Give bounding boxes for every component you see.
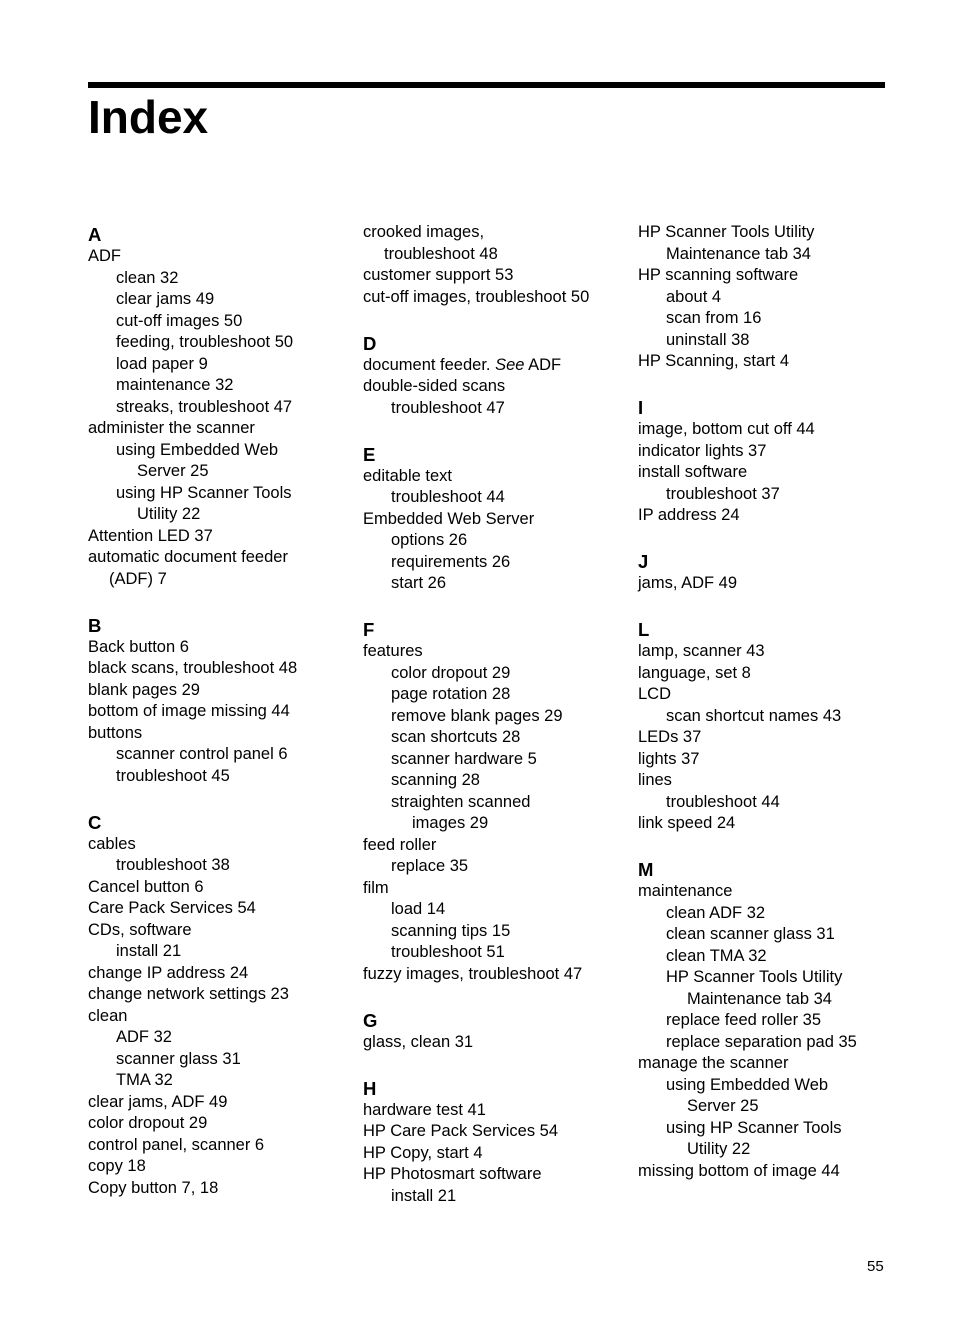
index-subentry: TMA 32 [116,1071,173,1089]
index-subentry: ADF 32 [116,1028,172,1046]
index-subentry: troubleshoot 44 [391,488,505,506]
index-entry: link speed 24 [638,814,736,832]
index-entry: editable text [363,466,452,485]
index-subentry: scanner glass 31 [116,1049,241,1068]
index-subentry: requirements 26 [391,552,511,571]
index-entry: black scans, troubleshoot 48 [88,659,298,677]
index-section [638,222,888,373]
index-subentry: start 26 [391,574,447,592]
index-subentry: clean TMA 32 [666,946,767,965]
index-subentry: feeding, troubleshoot 50 [116,333,294,351]
index-entry: maintenance [638,882,733,900]
index-subentry: straighten scanned [391,792,531,811]
index-subentry: color dropout 29 [391,663,511,682]
index-entry: CDs, software [88,920,192,939]
index-entry: cables [88,834,136,853]
index-entry: Cancel button 6 [88,877,204,896]
section-letter: L [638,619,650,640]
page-title: Index [88,91,209,143]
index-entry: color dropout 29 [88,1114,208,1132]
index-entry: HP scanning software [638,266,799,284]
index-subentry: using Embedded Web [666,1075,829,1094]
section-letter: M [638,859,654,880]
index-subentry: maintenance 32 [116,376,234,394]
index-subentry: troubleshoot 47 [391,398,505,417]
index-column-3 [638,222,888,1207]
index-entry: ADF [88,247,121,265]
index-subentry: options 26 [391,531,468,549]
index-column-1 [88,222,353,1224]
section-letter: A [88,224,102,245]
see-reference: See [495,355,525,374]
index-subentry: (ADF) 7 [109,569,167,588]
index-subentry: Utility 22 [137,505,201,523]
index-section [638,397,888,527]
index-section [363,444,633,595]
index-entry: customer support 53 [363,266,514,284]
index-entry: clear jams, ADF 49 [88,1092,228,1111]
index-subentry: about 4 [666,287,722,306]
index-entry: jams, ADF 49 [638,574,738,592]
section-letter: E [363,443,376,465]
section-letter: G [363,1009,378,1031]
index-subentry: using Embedded Web [116,440,279,459]
index-entry: missing bottom of image 44 [638,1161,840,1180]
index-section [638,551,888,595]
index-section [363,333,633,420]
index-entry: document feeder. See ADF [363,355,562,374]
index-entry: LCD [638,685,672,703]
index-subentry: Utility 22 [687,1140,751,1158]
index-entry: HP Care Pack Services 54 [363,1122,559,1140]
index-entry: change network settings 23 [88,985,289,1003]
index-column-2 [363,222,633,1232]
index-subentry: troubleshoot 48 [384,244,498,263]
index-subentry: images 29 [412,814,489,832]
page-number: 55 [867,1258,884,1275]
index-entry: control panel, scanner 6 [88,1135,265,1154]
index-subentry: scanning tips 15 [391,921,511,940]
index-entry: HP Scanner Tools Utility [638,223,815,241]
index-entry: fuzzy images, troubleshoot 47 [363,964,583,983]
section-letter: D [363,332,377,354]
index-subentry: scan from 16 [666,309,762,327]
index-entry: bottom of image missing 44 [88,702,290,720]
index-subentry: Maintenance tab 34 [666,244,811,263]
index-entry: Embedded Web Server [363,509,535,528]
index-subentry: Maintenance tab 34 [687,989,832,1008]
index-entry: lamp, scanner 43 [638,642,765,660]
index-subentry: uninstall 38 [666,330,750,349]
index-subentry: scan shortcut names 43 [666,706,842,725]
index-entry: indicator lights 37 [638,441,767,460]
section-letter: B [88,614,102,636]
index-subentry: troubleshoot 45 [116,766,230,785]
section-letter: I [638,397,644,418]
index-subentry: troubleshoot 38 [116,856,230,874]
section-letter: F [363,619,375,640]
index-subentry: troubleshoot 44 [666,792,780,811]
index-entry: glass, clean 31 [363,1032,474,1051]
index-entry: buttons [88,723,143,742]
index-subentry: HP Scanner Tools Utility [666,968,843,986]
index-entry: administer the scanner [88,419,255,437]
index-subentry: scan shortcuts 28 [391,728,521,746]
index-entry: language, set 8 [638,663,751,682]
index-entry: change IP address 24 [88,963,249,982]
index-subentry: load 14 [391,900,446,918]
index-subentry: install 21 [116,942,182,960]
index-section [363,1010,633,1054]
index-entry: HP Photosmart software [363,1165,542,1183]
index-entry: blank pages 29 [88,680,200,699]
index-entry: double-sided scans [363,377,506,395]
index-subentry: clean ADF 32 [666,903,766,922]
index-section [363,222,633,308]
index-subentry: troubleshoot 37 [666,484,780,503]
index-entry: IP address 24 [638,506,740,524]
index-entry: automatic document feeder [88,548,288,566]
section-letter: H [363,1077,377,1099]
index-entry: hardware test 41 [363,1100,486,1119]
index-entry: Copy button 7, 18 [88,1178,219,1197]
index-subentry: remove blank pages 29 [391,706,563,725]
index-subentry: load paper 9 [116,354,208,373]
index-section [363,1078,633,1208]
index-entry: HP Scanning, start 4 [638,352,790,370]
index-section [638,619,888,835]
index-section [363,619,633,985]
index-entry: manage the scanner [638,1054,789,1072]
index-entry: install software [638,463,748,481]
index-entry: image, bottom cut off 44 [638,420,815,438]
index-entry: HP Copy, start 4 [363,1143,483,1162]
index-subentry: page rotation 28 [391,685,511,703]
index-entry: Care Pack Services 54 [88,899,256,917]
index-subentry: replace feed roller 35 [666,1011,822,1029]
index-subentry: install 21 [391,1186,457,1205]
index-entry: cut-off images, troubleshoot 50 [363,287,590,306]
index-entry: clean [88,1006,128,1025]
index-section [88,224,353,590]
index-subentry: replace 35 [391,857,469,875]
index-entry: Back button 6 [88,637,189,656]
index-entry: crooked images, [363,223,485,241]
index-entry: lights 37 [638,749,700,768]
index-subentry: scanner hardware 5 [391,749,537,768]
index-subentry: clear jams 49 [116,290,215,308]
index-subentry: clean 32 [116,268,179,287]
index-subentry: streaks, troubleshoot 47 [116,397,293,416]
index-subentry: cut-off images 50 [116,311,243,330]
index-entry: film [363,878,389,897]
index-entry: lines [638,771,672,789]
index-entry: Attention LED 37 [88,526,213,545]
section-letter: C [88,811,102,833]
index-subentry: clean scanner glass 31 [666,925,835,943]
index-subentry: Server 25 [137,462,209,480]
index-section [88,812,353,1200]
index-entry: feed roller [363,835,437,854]
index-section [638,859,888,1182]
index-section [88,615,353,788]
index-subentry: scanner control panel 6 [116,745,288,763]
index-entry: features [363,642,423,660]
index-subentry: using HP Scanner Tools [116,483,292,502]
section-letter: J [638,551,649,572]
index-entry: LEDs 37 [638,728,702,746]
index-entry: copy 18 [88,1157,146,1175]
index-subentry: replace separation pad 35 [666,1032,857,1051]
index-subentry: troubleshoot 51 [391,943,505,961]
index-subentry: using HP Scanner Tools [666,1118,842,1137]
index-subentry: scanning 28 [391,771,480,789]
index-subentry: Server 25 [687,1097,759,1115]
